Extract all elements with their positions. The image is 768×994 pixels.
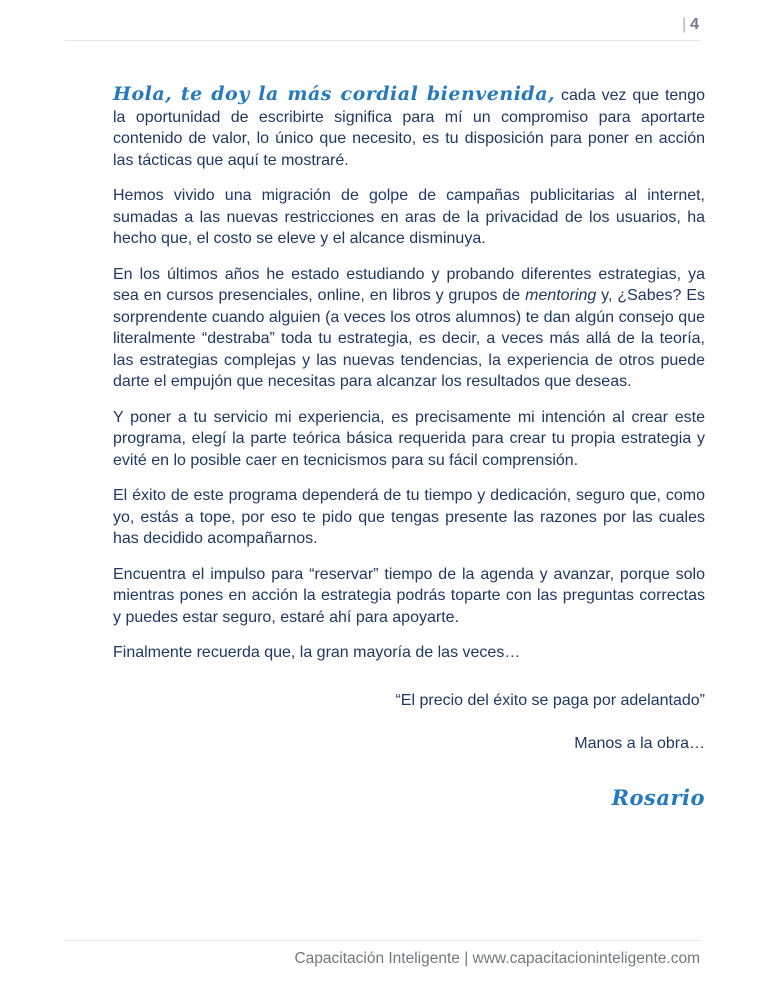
greeting-rest-text: cada vez que tengo la oportunidad de escribirte significa para mí un compromiso para aportarte contenido de valor, lo único que necesito, es tu disposición para poner en acción las tácticas que aquí te mostraré. — [113, 87, 705, 169]
page-number — [682, 16, 700, 34]
footer-text: Capacitación Inteligente | www.capacitacioninteligente.com — [294, 950, 700, 967]
mentoring-italic-text: mentoring — [525, 287, 597, 304]
header-rule — [65, 40, 700, 41]
page-number-value: 4 — [690, 16, 700, 33]
page-number-divider: | — [681, 16, 688, 33]
paragraph-experience: Y poner a tu servicio mi experiencia, es precisamente mi intención al crear este programa, elegí la parte teórica básica requerida para crear tu propia estrategia y evité en lo posible caer en tecnicismos para su fácil comprensión. — [113, 408, 705, 469]
signature: Rosario — [611, 784, 705, 810]
strategies-text-after: y, ¿Sabes? Es sorprendente cuando alguien (a veces los otros alumnos) te dan algún consejo que literalmente “destraba” toda tu estrategia, es decir, a veces más allá de la teoría, las estrategias complejas y las nuevas tendencias, la experiencia de otros puede darte el empujón que necesitas para alcanzar los resultados que deseas. — [113, 287, 705, 390]
quote-line: “El precio del éxito se paga por adelantado” — [395, 691, 705, 709]
paragraph-impulso: Encuentra el impulso para “reservar” tiempo de la agenda y avanzar, porque solo mientras pones en acción la estrategia podrás toparte con las preguntas correctas y puedes estar seguro, estaré ahí para apoyarte. — [113, 565, 705, 626]
paragraph-strategies — [113, 264, 705, 393]
footer-rule — [65, 940, 700, 941]
closing-line: Manos a la obra… — [574, 735, 705, 752]
letter-body — [113, 84, 705, 822]
paragraph-finalmente: Finalmente recuerda que, la gran mayoría de las veces… — [113, 644, 521, 661]
greeting-script-text: Hola, te doy la más cordial bienvenida, — [113, 83, 556, 105]
paragraph-exito: El éxito de este programa dependerá de tu tiempo y dedicación, seguro que, como yo, estás a tope, por eso te pido que tengas presente las razones por las cuales has decidido acompañarnos. — [113, 487, 705, 547]
strategies-text-before: En los últimos años he estado estudiando y probando diferentes estrategias, ya sea en cursos presenciales, online, en libros y grupos de — [113, 265, 705, 304]
paragraph-migration: Hemos vivido una migración de golpe de campañas publicitarias al internet, sumadas a las nuevas restricciones en aras de la privacidad de los usuarios, ha hecho que, el costo se eleve y el alcance disminuya. — [113, 187, 705, 247]
paragraph-greeting — [113, 84, 705, 171]
